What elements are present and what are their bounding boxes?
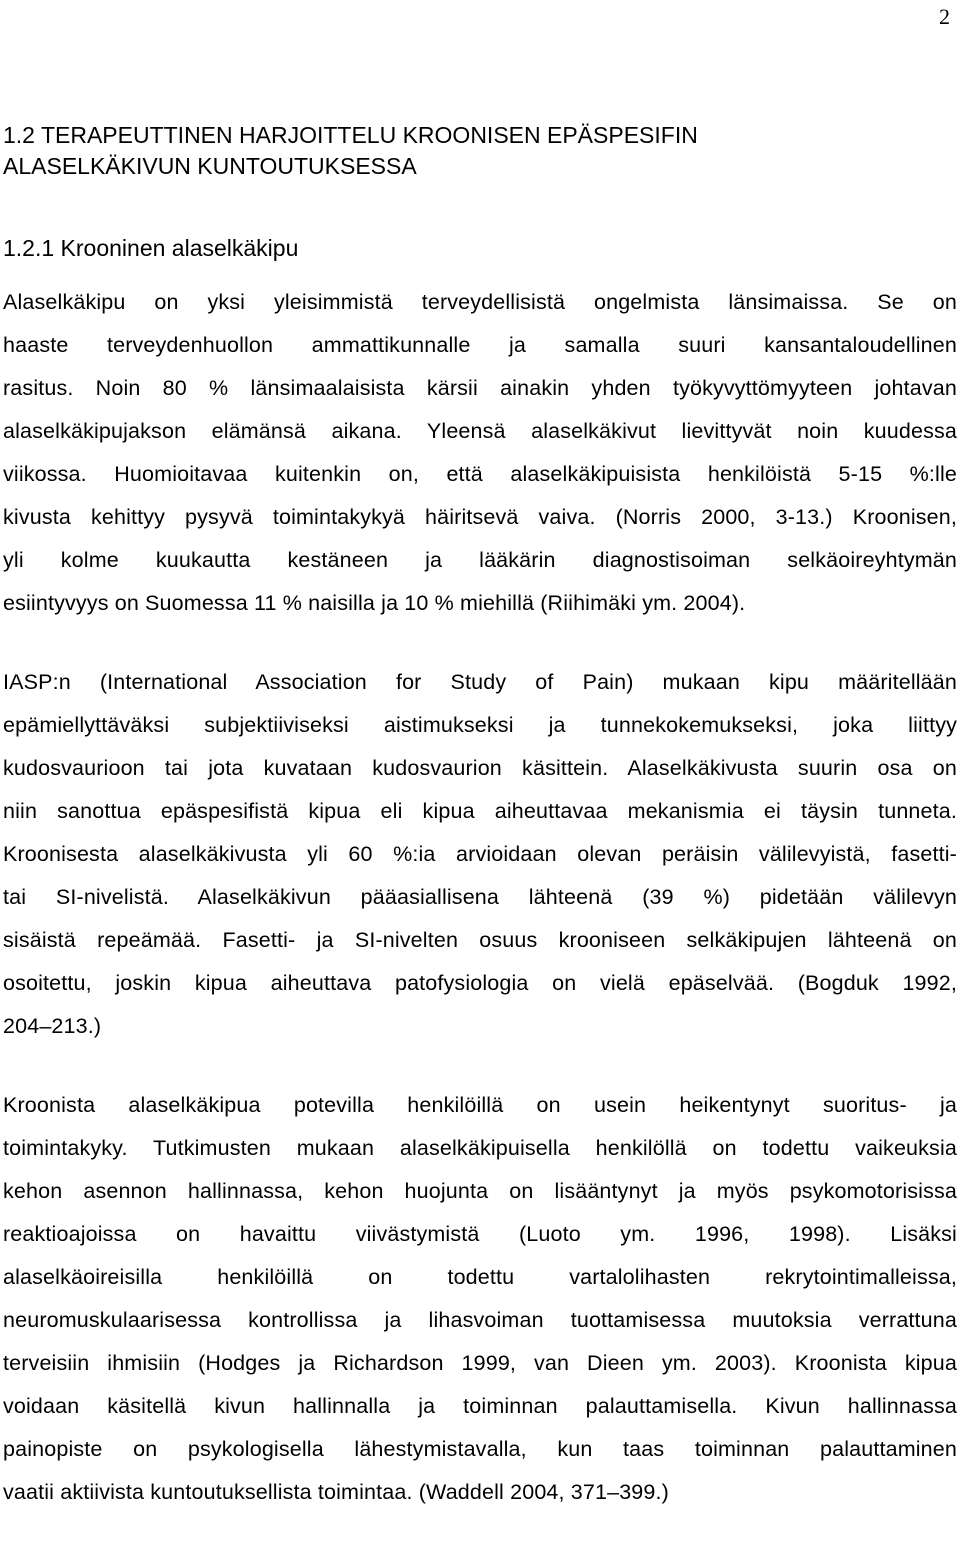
text-line: viikossa. Huomioitavaa kuitenkin on, että alaselkäkipuisista henkilöistä 5-15 %:lle (3, 461, 957, 486)
text-line: Alaselkäkipu on yksi yleisimmistä terveydellisistä ongelmista länsimaissa. Se on (3, 289, 957, 314)
text-line: Kroonisesta alaselkäkivusta yli 60 %:ia arvioidaan olevan peräisin välilevyistä, fasetti- (3, 841, 957, 866)
text-line: kudosvaurioon tai jota kuvataan kudosvaurion käsittein. Alaselkäkivusta suurin osa on (3, 755, 957, 780)
text-line: niin sanottua epäspesifistä kipua eli kipua aiheuttavaa mekanismia ei täysin tunneta. (3, 798, 957, 823)
text-line: rasitus. Noin 80 % länsimaalaisista kärsii ainakin yhden työkyvyttömyyteen johtavan (3, 375, 957, 400)
text-line: epämiellyttäväksi subjektiiviseksi aistimukseksi ja tunnekokemukseksi, joka liittyy (3, 712, 957, 737)
text-line: esiintyvyys on Suomessa 11 % naisilla ja 10 % miehillä (Riihimäki ym. 2004). (3, 590, 746, 615)
text-line: alaselkäkipujakson elämänsä aikana. Yleensä alaselkäkivut lievittyvät noin kuudessa (3, 418, 957, 443)
text-line: IASP:n (International Association for Study of Pain) mukaan kipu määritellään (3, 669, 957, 694)
text-line: vaatii aktiivista kuntoutuksellista toimintaa. (Waddell 2004, 371–399.) (3, 1479, 669, 1504)
text-line: reaktioajoissa on havaittu viivästymistä (Luoto ym. 1996, 1998). Lisäksi (3, 1221, 957, 1246)
paragraph (3, 661, 957, 1048)
section-title-line: 1.2 TERAPEUTTINEN HARJOITTELU KROONISEN EPÄSPESIFIN (3, 122, 698, 148)
section-title-line: ALASELKÄKIVUN KUNTOUTUKSESSA (3, 152, 417, 179)
text-line: kehon asennon hallinnassa, kehon huojunta on lisääntynyt ja myös psykomotorisissa (3, 1178, 957, 1203)
text-line: kivusta kehittyy pysyvä toimintakykyä häiritsevä vaiva. (Norris 2000, 3-13.) Kroonisen, (3, 504, 957, 529)
text-line: haaste terveydenhuollon ammattikunnalle ja samalla suuri kansantaloudellinen (3, 332, 957, 357)
paragraph (3, 281, 957, 625)
page-number: 2 (939, 4, 950, 29)
text-line: yli kolme kuukautta kestäneen ja lääkärin diagnostisoiman selkäoireyhtymän (3, 547, 957, 572)
document-body (3, 120, 957, 1550)
text-line: alaselkäoireisilla henkilöillä on todettu vartalolihasten rekrytointimalleissa, (3, 1264, 957, 1289)
text-line: terveisiin ihmisiin (Hodges ja Richardson 1999, van Dieen ym. 2003). Kroonista kipua (3, 1350, 957, 1375)
text-line: painopiste on psykologisella lähestymistavalla, kun taas toiminnan palauttaminen (3, 1436, 957, 1461)
text-line: tai SI-nivelistä. Alaselkäkivun pääasiallisena lähteenä (39 %) pidetään välilevyn (3, 884, 957, 909)
subsection-title: 1.2.1 Krooninen alaselkäkipu (3, 235, 299, 261)
text-line: osoitettu, joskin kipua aiheuttava patofysiologia on vielä epäselvää. (Bogduk 1992, (3, 970, 957, 995)
text-line: sisäistä repeämää. Fasetti- ja SI-nivelten osuus krooniseen selkäkipujen lähteenä on (3, 927, 957, 952)
text-line: Kroonista alaselkäkipua potevilla henkilöillä on usein heikentynyt suoritus- ja (3, 1092, 957, 1117)
text-line: 204–213.) (3, 1013, 102, 1038)
paragraph (3, 1084, 957, 1514)
text-line: neuromuskulaarisessa kontrollissa ja lihasvoiman tuottamisessa muutoksia verrattuna (3, 1307, 957, 1332)
text-line: voidaan käsitellä kivun hallinnalla ja toiminnan palauttamisella. Kivun hallinnassa (3, 1393, 957, 1418)
section-title (3, 120, 957, 181)
text-line: toimintakyky. Tutkimusten mukaan alaselkäkipuisella henkilöllä on todettu vaikeuksia (3, 1135, 957, 1160)
